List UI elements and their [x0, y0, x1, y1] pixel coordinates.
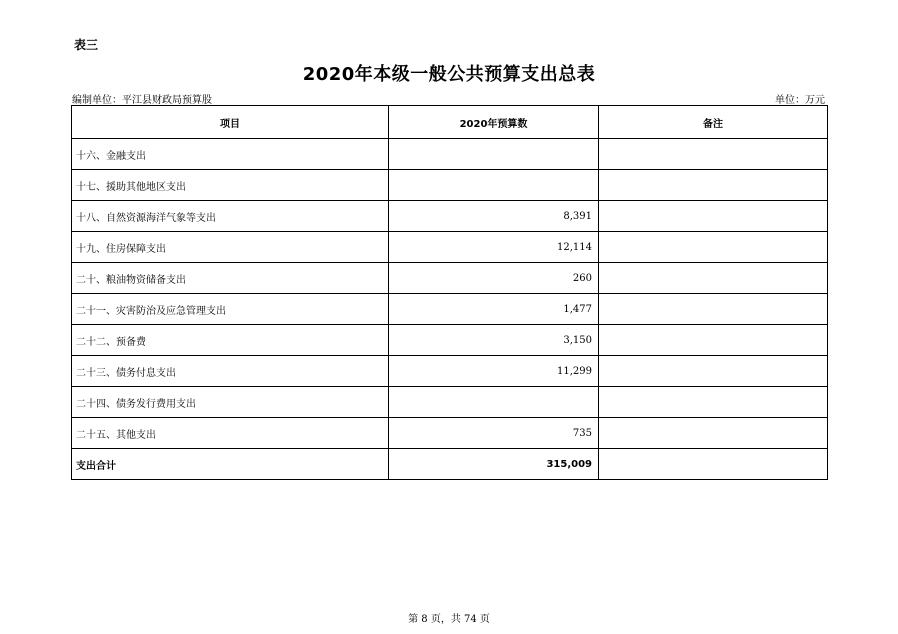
- row-note: [599, 263, 828, 294]
- table-row: [72, 418, 828, 449]
- row-budget-amount: 8,391: [389, 201, 599, 232]
- row-budget-amount: 735: [389, 418, 599, 449]
- row-item-name: 二十四、债务发行费用支出: [72, 387, 389, 418]
- table-row: [72, 356, 828, 387]
- table-row: [72, 201, 828, 232]
- total-row: [72, 449, 828, 480]
- row-item-name: 二十一、灾害防治及应急管理支出: [72, 294, 389, 325]
- table-label: 表三: [74, 38, 99, 52]
- row-budget-amount: 1,477: [389, 294, 599, 325]
- row-item-name: 十六、金融支出: [72, 139, 389, 170]
- row-note: [599, 418, 828, 449]
- row-item-name: 二十二、预备费: [72, 325, 389, 356]
- row-item-name: 二十、粮油物资储备支出: [72, 263, 389, 294]
- table-row: [72, 170, 828, 201]
- column-header-budget: 2020年预算数: [389, 106, 599, 139]
- table-row: [72, 232, 828, 263]
- page-title: 2020年本级一般公共预算支出总表: [302, 64, 596, 85]
- row-note: [599, 294, 828, 325]
- row-budget-amount: 3,150: [389, 325, 599, 356]
- row-item-name: 二十五、其他支出: [72, 418, 389, 449]
- table-row: [72, 139, 828, 170]
- row-note: [599, 325, 828, 356]
- row-budget-amount: [389, 170, 599, 201]
- row-item-name: 十七、援助其他地区支出: [72, 170, 389, 201]
- row-item-name: 二十三、债务付息支出: [72, 356, 389, 387]
- total-label: 支出合计: [72, 449, 389, 480]
- compiling-unit: 编制单位：平江县财政局预算股: [72, 95, 212, 106]
- table-row: [72, 387, 828, 418]
- row-budget-amount: [389, 139, 599, 170]
- row-note: [599, 201, 828, 232]
- budget-table: [71, 105, 828, 480]
- column-header-note: 备注: [599, 106, 828, 139]
- row-item-name: 十八、自然资源海洋气象等支出: [72, 201, 389, 232]
- row-note: [599, 356, 828, 387]
- table-row: [72, 325, 828, 356]
- table-row: [72, 294, 828, 325]
- column-header-item: 项目: [72, 106, 389, 139]
- row-note: [599, 139, 828, 170]
- unit-of-measure: 单位：万元: [775, 95, 825, 106]
- row-note: [599, 387, 828, 418]
- row-note: [599, 232, 828, 263]
- row-budget-amount: [389, 387, 599, 418]
- row-note: [599, 170, 828, 201]
- row-budget-amount: 260: [389, 263, 599, 294]
- table-row: [72, 263, 828, 294]
- page-number: 第 8 页，共 74 页: [408, 614, 490, 625]
- row-item-name: 十九、住房保障支出: [72, 232, 389, 263]
- total-note: [599, 449, 828, 480]
- row-budget-amount: 12,114: [389, 232, 599, 263]
- total-amount: 315,009: [389, 449, 599, 480]
- row-budget-amount: 11,299: [389, 356, 599, 387]
- table-header-row: [72, 106, 828, 139]
